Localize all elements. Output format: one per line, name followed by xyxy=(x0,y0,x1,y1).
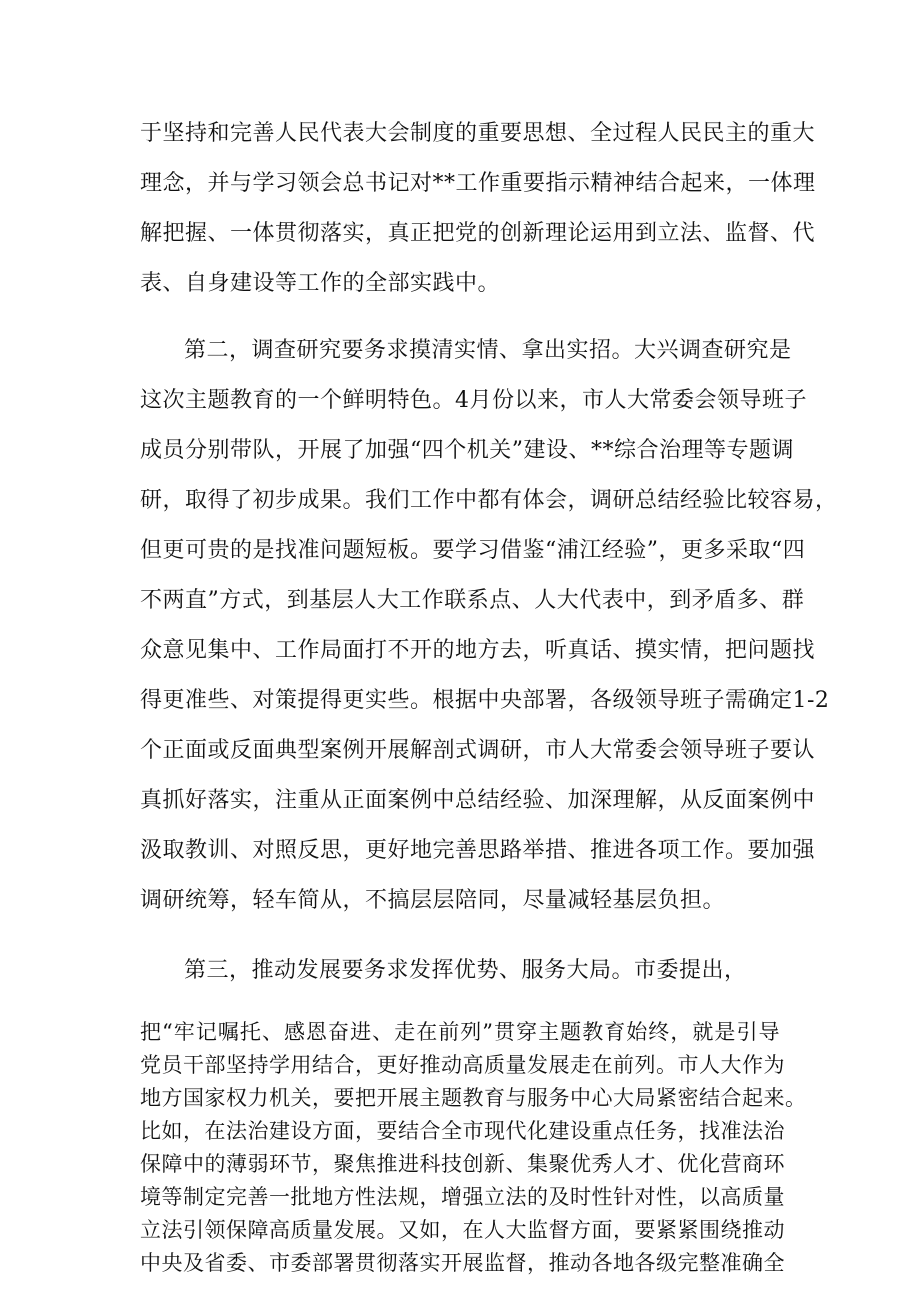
paragraph-2-line-11: 汲取教训、对照反思，更好地完善思路举措、推进各项工作。要加强 xyxy=(140,838,816,863)
paragraph-2-line-4: 研，取得了初步成果。我们工作中都有体会，调研总结经验比较容易， xyxy=(140,488,838,513)
paragraph-2-line-5: 但更可贵的是找准问题短板。要学习借鉴“浦江经验”，更多采取“四 xyxy=(140,538,806,563)
paragraph-2-line-9: 个正面或反面典型案例开展解剖式调研，市人大常委会领导班子要认 xyxy=(140,738,816,763)
paragraph-3-line-1: 第三，推动发展要务求发挥优势、服务大局。市委提出， xyxy=(184,958,747,983)
paragraph-2-line-10: 真抓好落实，注重从正面案例中总结经验、加深理解，从反面案例中 xyxy=(140,788,816,813)
paragraph-4-line-8: 中央及省委、市委部署贯彻落实开展监督，推动各地各级完整准确全 xyxy=(140,1251,785,1275)
paragraph-1-line-2: 理念，并与学习领会总书记对**工作重要指示精神结合起来，一体理 xyxy=(140,171,816,196)
paragraph-2-line-7: 众意见集中、工作局面打不开的地方去，听真话、摸实情，把问题找 xyxy=(140,638,816,663)
paragraph-4-line-1: 把“牢记嘱托、感恩奋进、走在前列”贯穿主题教育始终，就是引导 xyxy=(140,1020,780,1044)
paragraph-2-line-1: 第二，调查研究要务求摸清实情、拿出实招。大兴调查研究是 xyxy=(184,338,792,363)
paragraph-4-line-7: 立法引领保障高质量发展。又如，在人大监督方面，要紧紧围绕推动 xyxy=(140,1218,785,1242)
paragraph-4-line-4: 比如，在法治建设方面，要结合全市现代化建设重点任务，找准法治 xyxy=(140,1119,785,1143)
paragraph-4-line-3: 地方国家权力机关，要把开展主题教育与服务中心大局紧密结合起来。 xyxy=(140,1086,807,1110)
paragraph-2-line-3: 成员分别带队，开展了加强“四个机关”建设、**综合治理等专题调 xyxy=(140,438,794,463)
paragraph-2-line-2: 这次主题教育的一个鲜明特色。4月份以来，市人大常委会领导班子 xyxy=(140,388,807,413)
paragraph-1-line-4: 表、自身建设等工作的全部实践中。 xyxy=(140,271,501,296)
paragraph-2-line-6: 不两直”方式，到基层人大工作联系点、人大代表中，到矛盾多、群 xyxy=(140,588,805,613)
paragraph-2-line-8: 得更准些、对策提得更实些。根据中央部署，各级领导班子需确定1-2 xyxy=(140,688,830,713)
paragraph-1-line-3: 解把握、一体贯彻落实，真正把党的创新理论运用到立法、监督、代 xyxy=(140,221,816,246)
paragraph-4-line-2: 党员干部坚持学用结合，更好推动高质量发展走在前列。市人大作为 xyxy=(140,1053,785,1077)
paragraph-4-line-5: 保障中的薄弱环节，聚焦推进科技创新、集聚优秀人才、优化营商环 xyxy=(140,1152,785,1176)
paragraph-2-line-12: 调研统筹，轻车简从，不搞层层陪同，尽量减轻基层负担。 xyxy=(140,888,726,913)
paragraph-1-line-1: 于坚持和完善人民代表大会制度的重要思想、全过程人民民主的重大 xyxy=(140,121,816,146)
paragraph-4-line-6: 境等制定完善一批地方性法规，增强立法的及时性针对性，以高质量 xyxy=(140,1185,785,1209)
